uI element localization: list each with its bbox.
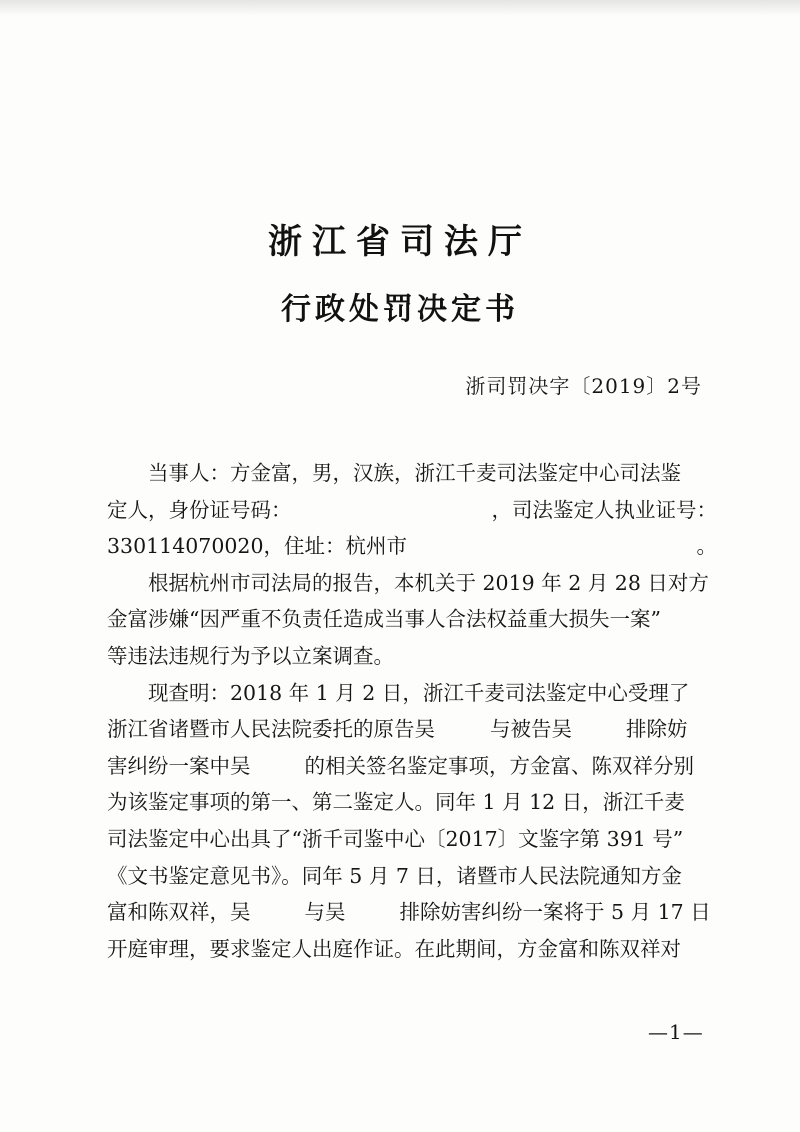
body-line: 等违法违规行为予以立案调查。 — [107, 643, 394, 668]
body-line: 定人，身份证号码： ，司法鉴定人执业证号： — [107, 497, 717, 522]
body-line: 金富涉嫌“因严重不负责任造成当事人合法权益重大损失一案” — [107, 607, 661, 632]
scan-edge-shadow — [0, 0, 800, 16]
page-subtitle: 行政处罚决定书 — [281, 292, 519, 327]
page-title: 浙江省司法厅 — [268, 222, 532, 262]
document-body — [107, 455, 717, 967]
body-line: 为该鉴定事项的第一、第二鉴定人。同年 1 月 12 日，浙江千麦 — [107, 790, 685, 815]
body-line: 富和陈双祥，吴 与吴 排除妨害纠纷一案将于 5 月 17 日 — [107, 900, 711, 925]
body-line: 浙江省诸暨市人民法院委托的原告吴 与被告吴 排除妨 — [107, 717, 688, 742]
page-number: —1— — [648, 1020, 704, 1044]
body-line: 330114070020，住址：杭州市 。 — [107, 534, 717, 559]
document-number: 浙司罚决字〔2019〕2号 — [465, 374, 702, 398]
body-line: 根据杭州市司法局的报告，本机关于 2019 年 2 月 28 日对方 — [148, 570, 709, 595]
body-line: 现查明：2018 年 1 月 2 日，浙江千麦司法鉴定中心受理了 — [148, 680, 690, 705]
body-line: 当事人：方金富，男，汉族，浙江千麦司法鉴定中心司法鉴 — [148, 461, 681, 485]
body-line: 《文书鉴定意见书》。同年 5 月 7 日，诸暨市人民法院通知方金 — [107, 863, 682, 888]
body-line: 司法鉴定中心出具了“浙千司鉴中心〔2017〕文鉴字第 391 号” — [107, 826, 684, 851]
body-line: 开庭审理，要求鉴定人出庭作证。在此期间，方金富和陈双祥对 — [107, 936, 681, 961]
body-line: 害纠纷一案中吴 的相关签名鉴定事项，方金富、陈双祥分别 — [107, 753, 694, 778]
